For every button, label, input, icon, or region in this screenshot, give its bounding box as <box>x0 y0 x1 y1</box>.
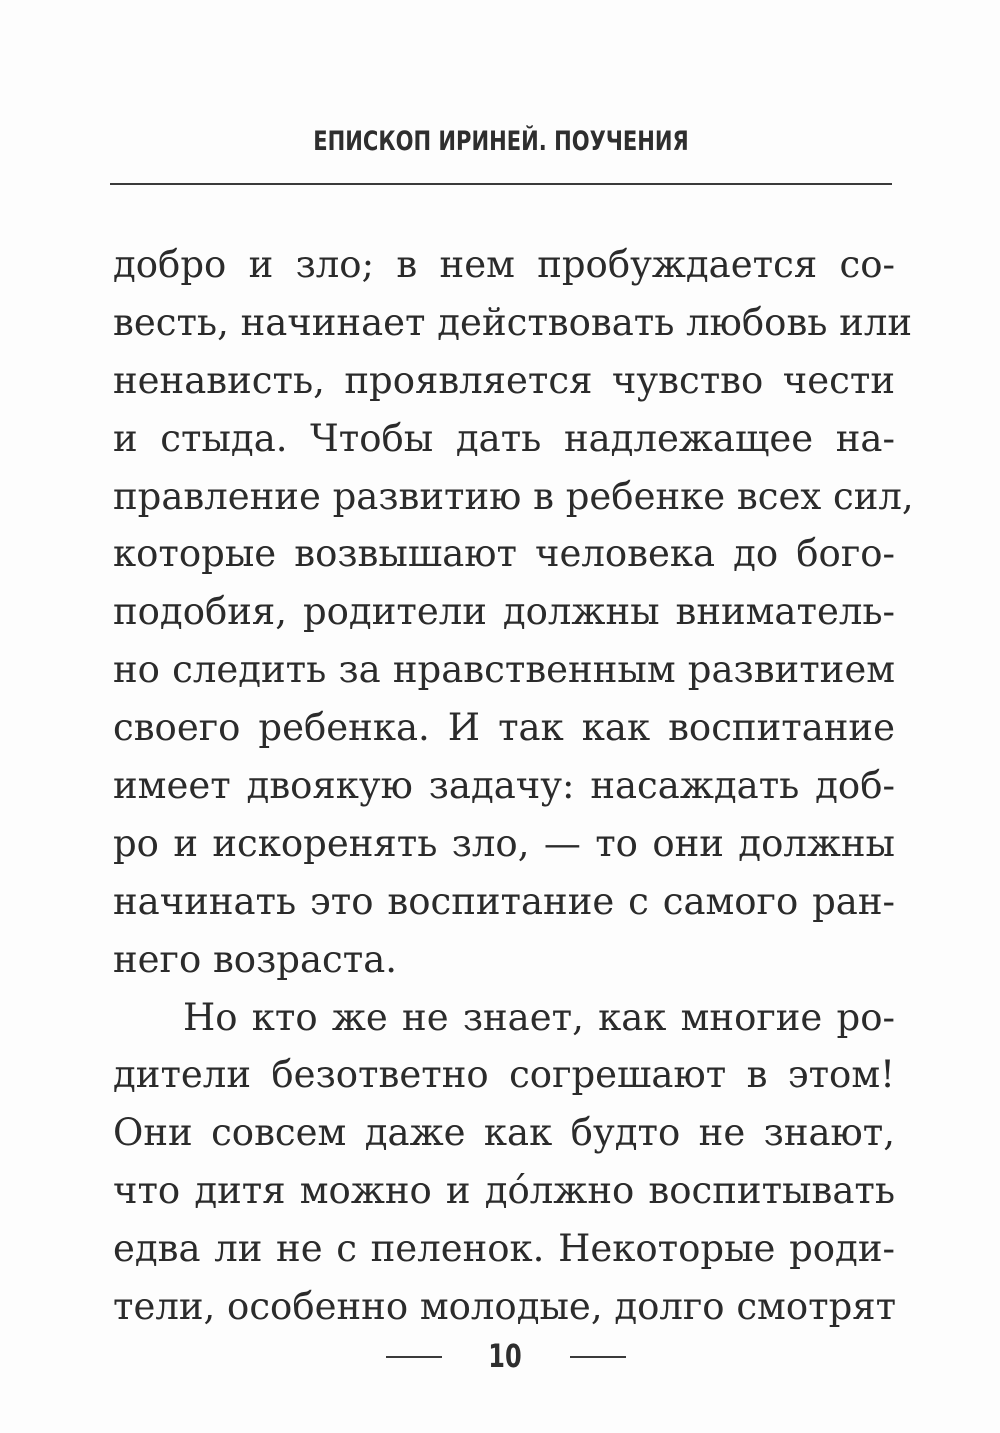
text-line: и стыда. Чтобы дать надлежащее на- <box>113 416 895 460</box>
paragraph <box>113 236 914 989</box>
footer-rule-right <box>570 1356 626 1358</box>
text-line: едва ли не с пеленок. Некоторые роди- <box>113 1227 895 1271</box>
text-line: подобия, родители должны вниматель- <box>113 590 895 634</box>
text-line: Они совсем даже как будто не знают, <box>113 1111 895 1155</box>
header-rule <box>110 183 892 185</box>
text-line: имеет двоякую задачу: насаждать доб- <box>113 764 895 808</box>
text-line: правление развитию в ребенке всех сил, <box>113 474 914 518</box>
text-line: начинать это воспитание с самого ран- <box>113 879 895 923</box>
text-line: которые возвышают человека до бого- <box>113 532 895 576</box>
page-footer <box>380 1336 630 1376</box>
text-line: добро и зло; в нем пробуждается со- <box>113 243 895 286</box>
text-line: него возраста. <box>113 937 398 981</box>
footer-rule-left <box>386 1356 442 1358</box>
text-line: Но кто же не знает, как многие ро- <box>183 995 895 1039</box>
text-line: своего ребенка. И так как воспитание <box>113 706 895 750</box>
text-line: дители безответно согрешают в этом! <box>113 1053 895 1097</box>
body-text <box>113 236 914 1336</box>
text-line: ро и искоренять зло, — то они должны <box>113 821 895 865</box>
text-line: но следить за нравственным развитием <box>113 648 895 692</box>
paragraph <box>113 989 895 1336</box>
page-number: 10 <box>488 1337 522 1375</box>
text-line: ненависть, проявляется чувство чести <box>113 358 895 402</box>
text-line: тели, особенно молодые, долго смотрят <box>113 1285 897 1329</box>
text-line: весть, начинает действовать любовь или <box>113 300 913 344</box>
running-head: ЕПИСКОП ИРИНЕЙ. ПОУЧЕНИЯ <box>313 126 689 157</box>
text-line: что дитя можно и до́лжно воспитывать <box>113 1169 895 1213</box>
